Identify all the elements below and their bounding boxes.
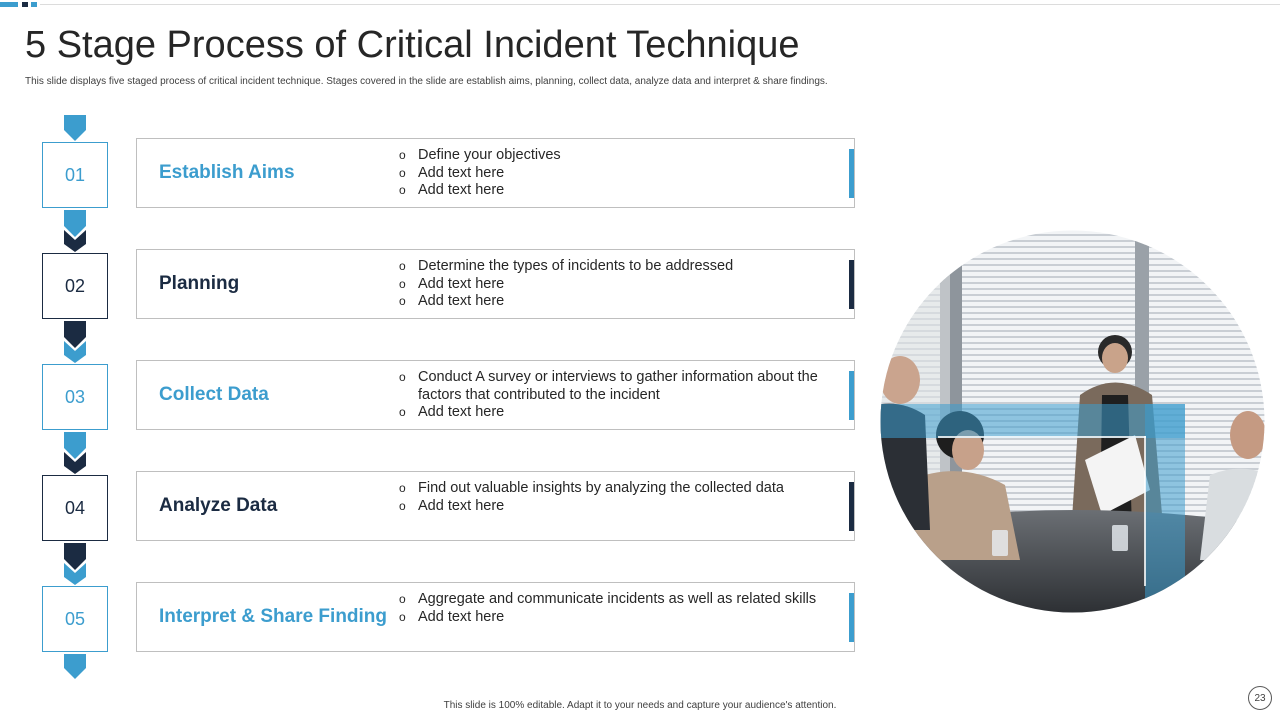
stage-title: Analyze Data — [159, 495, 278, 516]
bullet-item: o Define your objectives — [399, 147, 838, 165]
stage-card-collect-data — [136, 360, 855, 430]
bullet-item: o Find out valuable insights by analyzing the collected data — [399, 480, 838, 498]
meeting-photo-image — [880, 230, 1265, 613]
stage-title: Collect Data — [159, 384, 269, 405]
bullet-item: o Aggregate and communicate incidents as well as related skills — [399, 591, 838, 609]
card-accent-bar — [849, 149, 854, 198]
page-subtitle: This slide displays five staged process of critical incident technique. Stages covered in the slide are establish aims, planning, collect data, analyze data and interpret & share findings. — [25, 76, 828, 87]
card-accent-bar — [849, 371, 854, 420]
card-accent-bar — [849, 260, 854, 309]
footer-note: This slide is 100% editable. Adapt it to your needs and capture your audience's attention. — [443, 700, 837, 711]
stage-bullets — [399, 591, 838, 626]
stage-bullets — [399, 480, 838, 515]
bullet-item: o Add text here — [399, 165, 838, 183]
bullet-item: o Conduct A survey or interviews to gather information about the factors that contributed to the incident — [399, 369, 818, 404]
stage-card-analyze-data — [136, 471, 855, 541]
stage-title: Planning — [159, 273, 240, 294]
page-number: 23 — [1248, 686, 1272, 710]
stage-card-planning — [136, 249, 855, 319]
stage-title: Establish Aims — [159, 162, 295, 183]
card-accent-bar — [849, 482, 854, 531]
stage-title: Interpret & Share Finding — [159, 606, 388, 627]
stage-bullets — [399, 258, 838, 311]
bullet-item: o Add text here — [399, 404, 838, 422]
stage-number-4: 04 — [42, 475, 108, 541]
bullet-item: o Add text here — [399, 293, 838, 311]
bullet-item: o Add text here — [399, 498, 838, 516]
stage-number-5: 05 — [42, 586, 108, 652]
bullet-item: o Determine the types of incidents to be addressed — [399, 258, 838, 276]
stage-bullets — [399, 369, 838, 422]
stage-bullets — [399, 147, 838, 200]
stage-card-establish-aims — [136, 138, 855, 208]
stage-card-interpret-share — [136, 582, 855, 652]
card-accent-bar — [849, 593, 854, 642]
bullet-item: o Add text here — [399, 276, 838, 294]
stage-number-1: 01 — [42, 142, 108, 208]
bullet-item: o Add text here — [399, 609, 838, 627]
stage-number-2: 02 — [42, 253, 108, 319]
stage-number-3: 03 — [42, 364, 108, 430]
page-title: 5 Stage Process of Critical Incident Technique — [25, 24, 800, 66]
top-accent-bar — [0, 0, 1280, 10]
bullet-item: o Add text here — [399, 182, 838, 200]
